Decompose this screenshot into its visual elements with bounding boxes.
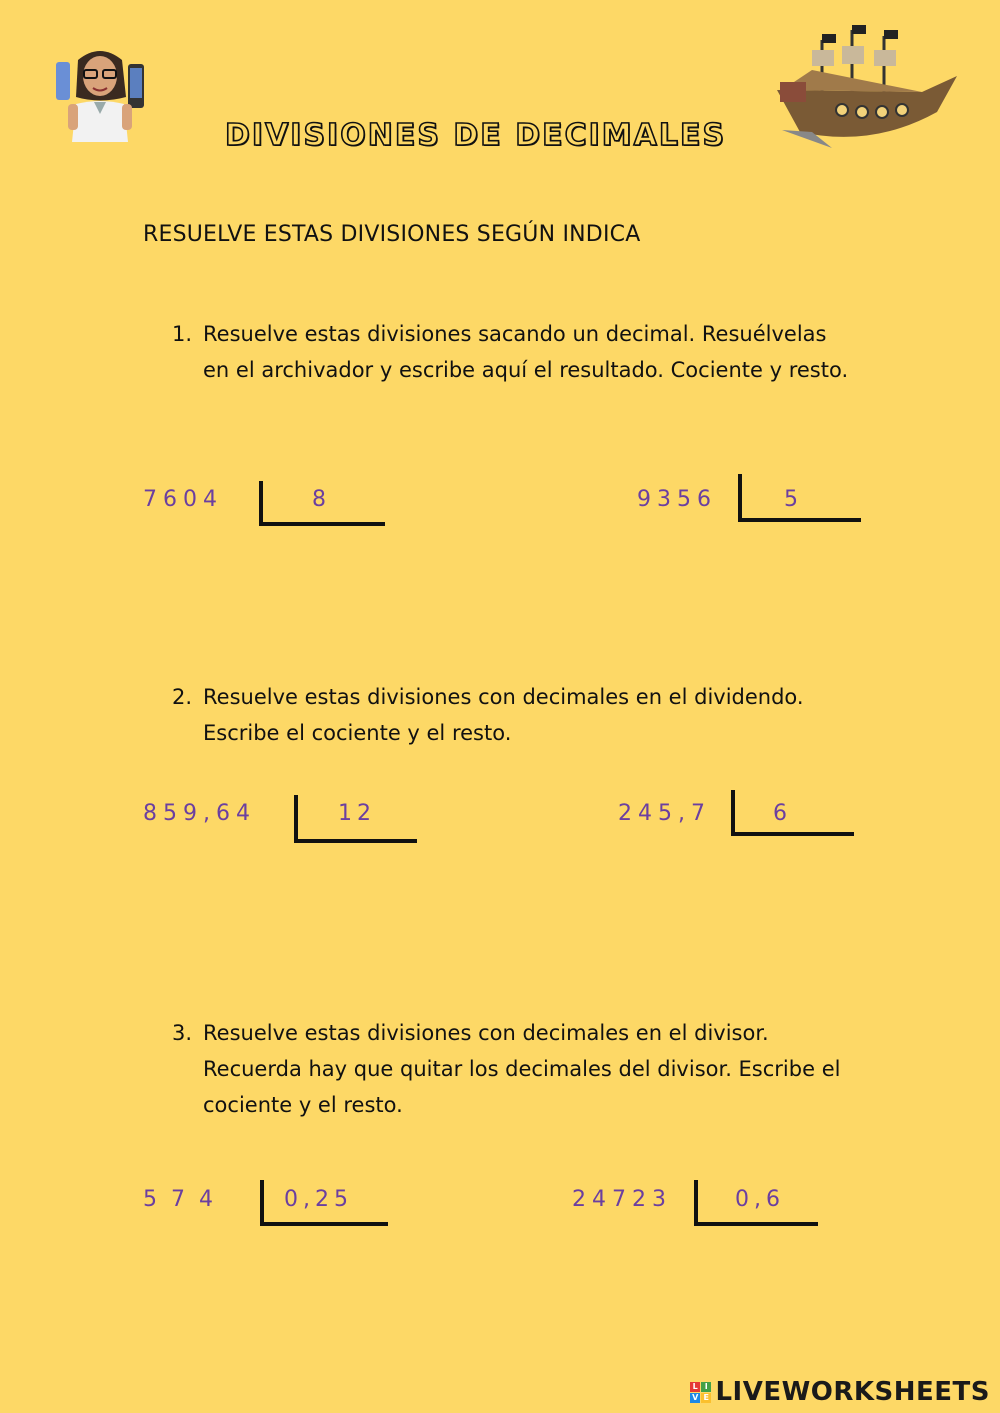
- divisor: 6: [773, 801, 792, 826]
- divisor: 8: [312, 487, 331, 512]
- divisor: 5: [784, 487, 803, 512]
- dividend: 7604: [143, 487, 223, 512]
- question-text: Resuelve estas divisiones sacando un decimal. Resuélvelas en el archivador y escribe aquí el resultado. Cociente y resto.: [203, 322, 849, 382]
- airship-illustration: [772, 20, 962, 160]
- liveworksheets-icon: L I V E: [690, 1382, 711, 1403]
- divisor: 12: [338, 801, 376, 826]
- dividend: 859,64: [143, 801, 256, 826]
- dividend: 24723: [572, 1187, 672, 1212]
- divisor: 0,6: [735, 1187, 785, 1212]
- dividend: 574: [143, 1187, 227, 1212]
- liveworksheets-logo: [690, 1377, 990, 1407]
- question-number: 3.: [172, 1021, 193, 1045]
- page-title: DIVISIONES DE DECIMALES: [225, 118, 727, 153]
- brand-name: LIVEWORKSHEETS: [715, 1377, 990, 1407]
- teacher-avatar: [48, 42, 153, 142]
- main-instruction: RESUELVE ESTAS DIVISIONES SEGÚN INDICA: [143, 222, 641, 247]
- question-3: [172, 1015, 852, 1123]
- division-bracket: [731, 790, 854, 836]
- dividend: 245,7: [618, 801, 711, 826]
- question-number: 2.: [172, 685, 193, 709]
- question-text: Resuelve estas divisiones con decimales en el divisor. Recuerda hay que quitar los decimales del divisor. Escribe el cociente y el resto.: [203, 1021, 841, 1117]
- question-1: [172, 316, 852, 388]
- question-number: 1.: [172, 322, 193, 346]
- dividend: 9356: [637, 487, 717, 512]
- divisor: 0,25: [284, 1187, 353, 1212]
- question-text: Resuelve estas divisiones con decimales en el dividendo. Escribe el cociente y el resto.: [203, 685, 804, 745]
- question-2: [172, 679, 852, 751]
